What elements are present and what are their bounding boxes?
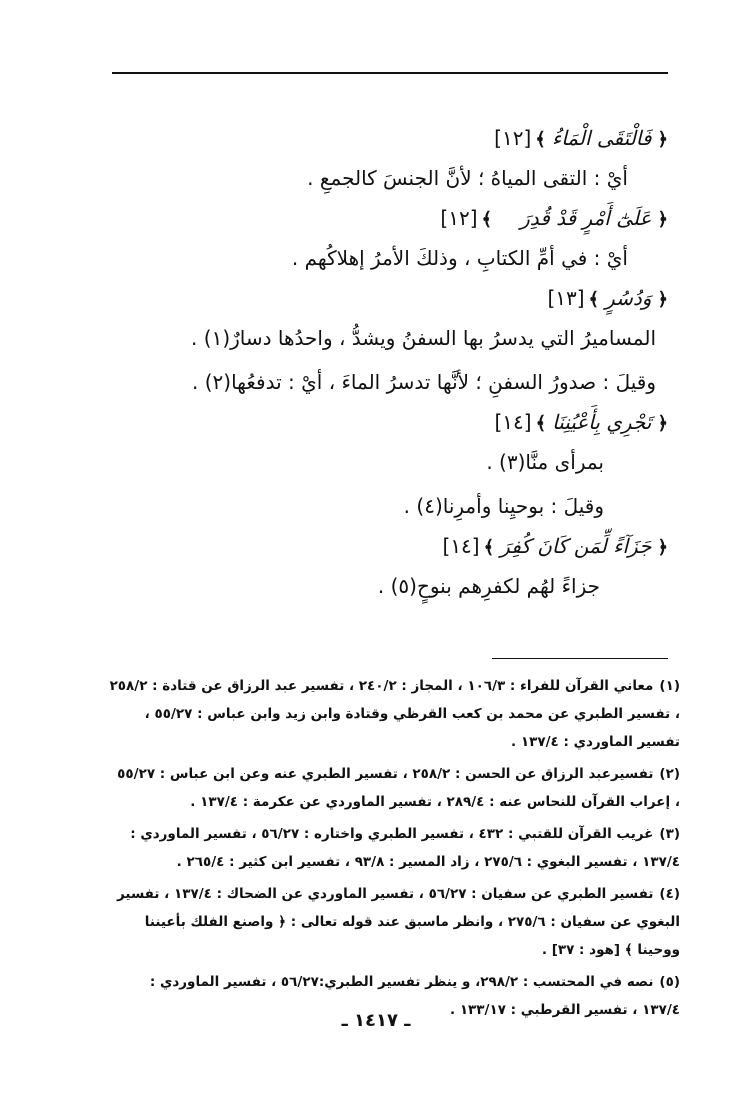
verse-ref: [١٣] <box>547 286 585 310</box>
bracket-close: ﴾ <box>535 129 546 150</box>
gloss-line: جزاءً لهُم لكفرِهم بنوحٍ(٥) . <box>377 574 600 598</box>
bracket-open: ﴿ <box>657 537 668 558</box>
footnote-text: تفسيرعبد الرزاق عن الحسن : ٢٥٨/٢ ، تفسير الطبري عنه وعن ابن عباس : ٥٥/٢٧ ، إعراب القرآن للنحاس عنه : ٢٨٩/٤ ، تفسير الماوردي عن عكرمة : ١٣٧/٤ . <box>117 766 680 810</box>
footnote <box>108 820 680 876</box>
gloss-line: أيْ : في أمِّ الكتابِ ، وذلكَ الأمرُ إهلاكُهم . <box>291 246 628 270</box>
footnote-rule <box>492 658 668 659</box>
verse-ref: [١٤] <box>494 410 532 434</box>
footnote <box>108 760 680 816</box>
verse-ref: [١٢] <box>494 126 532 150</box>
footnote-number: (٥) <box>659 974 680 990</box>
bracket-open: ﴿ <box>657 413 668 434</box>
verse-line <box>108 280 668 316</box>
quran-text: فَالْتَقَى الْمَاءُ <box>551 126 652 150</box>
bracket-close: ﴾ <box>483 537 495 558</box>
footnote-number: (٢) <box>659 766 680 782</box>
gloss-line: المساميرُ التي يدسرُ بها السفنُ ويشدُّ ، واحدُها دسارٌ(١) . <box>191 326 656 350</box>
verse-ref: [١٢] <box>440 206 478 230</box>
header-rule <box>112 72 668 74</box>
gloss-line: وقيلَ : بوحيِنا وأمرِنا(٤) . <box>403 494 604 518</box>
verse-line <box>108 528 668 564</box>
footnote-text: غريب القرآن للقتبي : ٤٣٢ ، تفسير الطبري واختاره : ٥٦/٢٧ ، تفسير الماوردي : ١٣٧/٤ ، تفسير البغوي : ٢٧٥/٦ ، زاد المسير : ٩٣/٨ ، تفسير ابن كثير : ٢٦٥/٤ . <box>130 826 680 870</box>
bracket-close: ﴾ <box>588 289 600 310</box>
gloss-line: وقيلَ : صدورُ السفنِ ؛ لأنَّها تدسرُ الماءَ ، أيْ : تدفعُها(٢) . <box>192 370 656 394</box>
gloss-line: بمرأى منَّا(٣) . <box>486 450 604 474</box>
verse-ref: [١٤] <box>442 534 480 558</box>
bracket-close: ﴾ <box>481 209 493 230</box>
footnotes <box>108 672 680 1028</box>
footnote <box>108 672 680 756</box>
bracket-open: ﴿ <box>657 129 668 150</box>
footnote-number: (١) <box>659 678 680 694</box>
footnote-text: معاني القرآن للفراء : ١٠٦/٣ ، المجاز : ٢٤٠/٢ ، تفسير عبد الرزاق عن قتادة : ٢٥٨/٢ ، تفسير الطبري عن محمد بن كعب القرظي وقتادة وابن زيد وابن عباس : ٥٥/٢٧ ، تفسير الماوردي : ١٣٧/٤ . <box>109 678 680 750</box>
quran-text: وَدُسُرٍ <box>605 286 652 310</box>
verse-line <box>108 200 668 236</box>
bracket-close: ﴾ <box>535 413 547 434</box>
footnote-text: نصه في المحتسب : ٢٩٨/٢، و ينظر تفسير الطبري:٥٦/٢٧ ، تفسير الماوردي : ١٣٧/٤ ، تفسير القرطبي : ١٣٣/١٧ . <box>149 974 680 1018</box>
quran-text: تَجْرِي بِأَعْيُنِنَا <box>552 410 652 434</box>
footnote-text: تفسير الطبري عن سفيان : ٥٦/٢٧ ، تفسير الماوردي عن الضحاك : ١٣٧/٤ ، تفسير البغوي عن سفيان : ٢٧٥/٦ ، وانظر ماسبق عند قوله تعالى : ﴿ واصنع الفلك بأعيننا ووحينا ﴾ [هود : ٣٧] . <box>117 886 680 958</box>
verse-line <box>108 404 668 440</box>
verse-line <box>108 120 668 156</box>
gloss-line: أيْ : التقى المياهُ ؛ لأنَّ الجنسَ كالجمعِ . <box>307 166 628 190</box>
bracket-open: ﴿ <box>657 209 668 230</box>
footnote-number: (٣) <box>659 826 680 842</box>
quran-text: عَلَىٰٓ أَمْرٍ قَدْ قُدِرَ <box>520 206 652 230</box>
footnote-number: (٤) <box>659 886 680 902</box>
quran-text: جَزَآءً لِّمَن كَانَ كُفِرَ <box>500 534 652 558</box>
bracket-open: ﴿ <box>657 289 668 310</box>
main-text <box>108 120 668 608</box>
footnote <box>108 880 680 964</box>
page-number: ـ ١٤١٧ ـ <box>341 1010 411 1031</box>
